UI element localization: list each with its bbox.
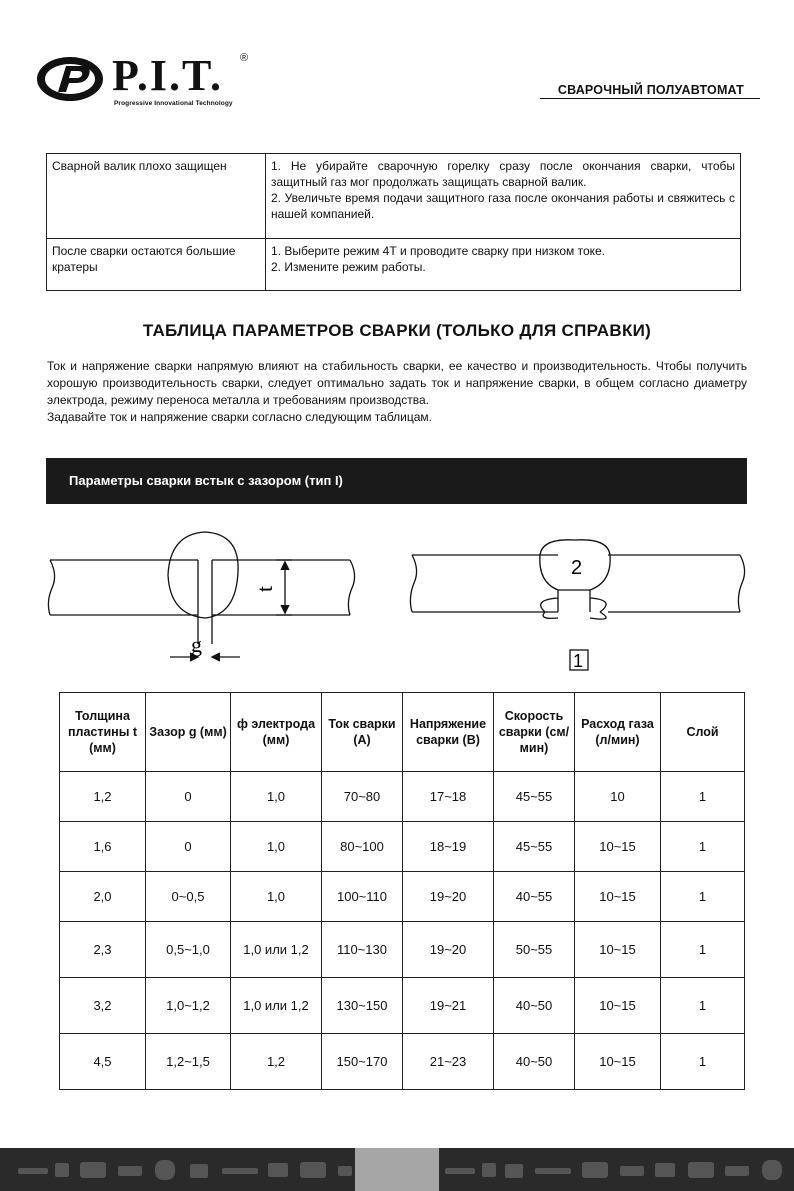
table-cell: 2,0 [60, 872, 146, 922]
column-header: ф электрода (мм) [231, 693, 322, 772]
header-rule [540, 98, 760, 99]
table-cell: 45~55 [494, 822, 575, 872]
table-cell: 45~55 [494, 772, 575, 822]
intro-text [47, 358, 747, 426]
label-g: g [191, 632, 202, 657]
table-row [47, 239, 741, 291]
table-title: Параметры сварки встык с зазором (тип I) [69, 473, 343, 488]
table-cell: 1,0 [231, 822, 322, 872]
column-header: Расход газа (л/мин) [575, 693, 661, 772]
pit-logo-icon [36, 52, 110, 110]
label-1: 1 [573, 651, 584, 671]
table-cell: 1 [661, 1034, 745, 1090]
brand-name: P.I.T. [112, 51, 224, 100]
table-row [60, 772, 745, 822]
label-t: t [252, 585, 277, 592]
problem-cell: После сварки остаются большие кратеры [47, 239, 266, 291]
table-cell: 1,0 [231, 872, 322, 922]
troubleshoot-table [46, 153, 741, 291]
table-cell: 10~15 [575, 822, 661, 872]
table-cell: 4,5 [60, 1034, 146, 1090]
table-cell: 19~20 [403, 922, 494, 978]
table-cell: 10~15 [575, 1034, 661, 1090]
table-cell: 21~23 [403, 1034, 494, 1090]
welding-parameters-table [59, 692, 745, 1090]
table-row [60, 872, 745, 922]
table-cell: 130~150 [322, 978, 403, 1034]
table-cell: 1 [661, 978, 745, 1034]
table-cell: 19~20 [403, 872, 494, 922]
table-cell: 40~55 [494, 872, 575, 922]
butt-joint-diagram [40, 520, 754, 680]
table-cell: 40~50 [494, 1034, 575, 1090]
table-cell: 10~15 [575, 872, 661, 922]
table-cell: 50~55 [494, 922, 575, 978]
solution-line: 2. Увеличьте время подачи защитного газа после окончания работы и свяжитесь с нашей компанией. [271, 191, 735, 221]
solution-line: 1. Не убирайте сварочную горелку сразу после окончания сварки, чтобы защитный газ мог продолжать защищать сварной валик. [271, 159, 735, 189]
table-row [60, 978, 745, 1034]
table-row [60, 1034, 745, 1090]
table-cell: 40~50 [494, 978, 575, 1034]
table-row [60, 922, 745, 978]
column-header: Слой [661, 693, 745, 772]
table-cell: 0 [146, 822, 231, 872]
table-cell: 1,0 [231, 772, 322, 822]
table-row [47, 154, 741, 239]
column-header: Зазор g (мм) [146, 693, 231, 772]
registered-mark: ® [240, 52, 249, 64]
table-cell: 150~170 [322, 1034, 403, 1090]
problem-cell: Сварной валик плохо защищен [47, 154, 266, 239]
table-cell: 1,2~1,5 [146, 1034, 231, 1090]
table-cell: 1,0~1,2 [146, 978, 231, 1034]
table-cell: 1 [661, 822, 745, 872]
table-row [60, 822, 745, 872]
solution-cell [266, 154, 741, 239]
header-row [60, 693, 745, 772]
brand-logo [36, 52, 256, 110]
table-cell: 3,2 [60, 978, 146, 1034]
table-cell: 1 [661, 922, 745, 978]
column-header: Ток сварки (А) [322, 693, 403, 772]
intro-paragraph: Ток и напряжение сварки напрямую влияют на стабильность сварки, ее качество и производительность. Чтобы получить хорошую производительность сварки, следует оптимально задать ток и напряжение сварки, в общем согласно диаметру электрода, режиму переноса металла и требованиям производства. [47, 359, 747, 407]
table-cell: 19~21 [403, 978, 494, 1034]
table-cell: 1,6 [60, 822, 146, 872]
table-cell: 1 [661, 772, 745, 822]
solution-line: 2. Измените режим работы. [271, 260, 426, 274]
table-cell: 1 [661, 872, 745, 922]
intro-paragraph: Задавайте ток и напряжение сварки согласно следующим таблицам. [47, 410, 433, 424]
table-cell: 10~15 [575, 978, 661, 1034]
table-title-bar [46, 458, 747, 504]
table-cell: 0,5~1,0 [146, 922, 231, 978]
table-cell: 100~110 [322, 872, 403, 922]
page-number-tab [355, 1148, 439, 1191]
table-cell: 80~100 [322, 822, 403, 872]
table-cell: 1,0 или 1,2 [231, 922, 322, 978]
label-2: 2 [571, 557, 583, 579]
solution-line: 1. Выберите режим 4Т и проводите сварку при низком токе. [271, 244, 606, 258]
table-cell: 1,2 [231, 1034, 322, 1090]
table-cell: 18~19 [403, 822, 494, 872]
section-heading: ТАБЛИЦА ПАРАМЕТРОВ СВАРКИ (ТОЛЬКО ДЛЯ СПРАВКИ) [142, 321, 652, 340]
column-header: Напряжение сварки (В) [403, 693, 494, 772]
table-cell: 1,2 [60, 772, 146, 822]
table-cell: 10 [575, 772, 661, 822]
document-title: СВАРОЧНЫЙ ПОЛУАВТОМАТ [557, 83, 744, 97]
column-header: Скорость сварки (см/мин) [494, 693, 575, 772]
table-cell: 0~0,5 [146, 872, 231, 922]
table-cell: 10~15 [575, 922, 661, 978]
brand-tagline: Progressive Innovational Technology [114, 100, 233, 107]
solution-cell [266, 239, 741, 291]
table-cell: 2,3 [60, 922, 146, 978]
table-cell: 0 [146, 772, 231, 822]
table-cell: 70~80 [322, 772, 403, 822]
column-header: Толщина пластины t (мм) [60, 693, 146, 772]
table-cell: 110~130 [322, 922, 403, 978]
table-cell: 17~18 [403, 772, 494, 822]
table-cell: 1,0 или 1,2 [231, 978, 322, 1034]
